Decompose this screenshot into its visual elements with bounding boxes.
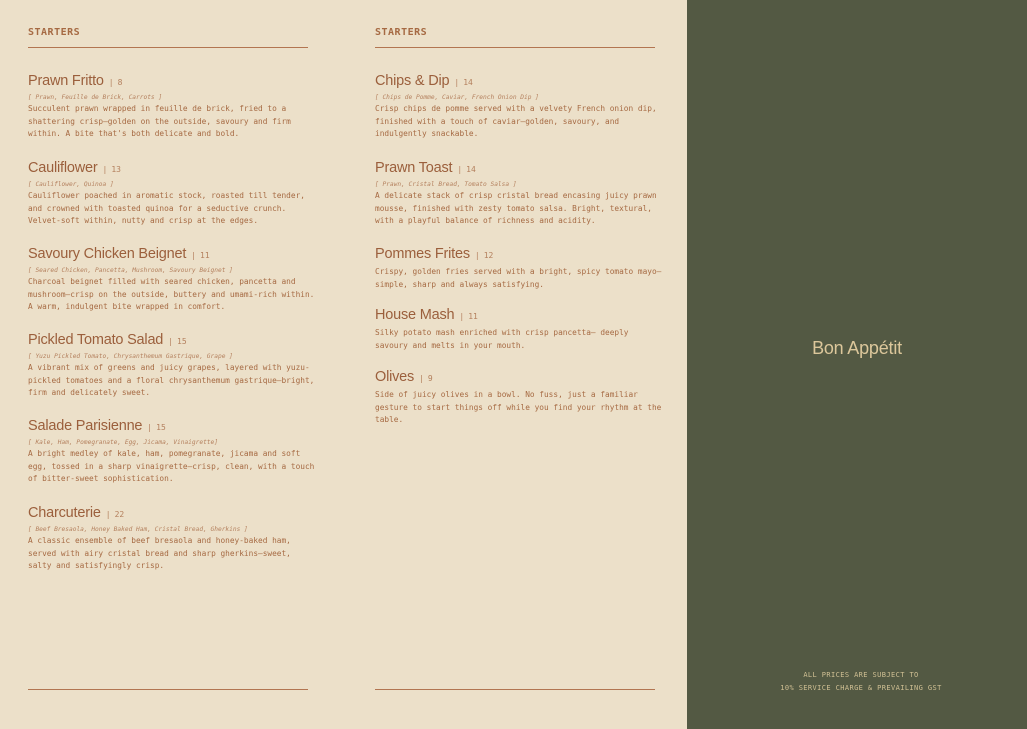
menu-item-name: Prawn Toast (375, 160, 453, 176)
menu-item-ingredients: [ Chips de Pomme, Caviar, French Onion Dip ] (375, 94, 539, 101)
menu-item-price: 22 (114, 510, 125, 519)
menu-item-description: A delicate stack of crisp cristal bread encasing juicy prawn mousse, finished with zesty tomato salsa. Bright, textural, with a playful balance of richness and acidity. (375, 191, 657, 226)
menu-item (375, 306, 665, 352)
price-separator: | (191, 251, 197, 260)
menu-item-header (28, 417, 318, 437)
menu-item-description: A vibrant mix of greens and juicy grapes, layered with yuzu-pickled tomatoes and a floral chrysanthemum gastrique—bright, firm and delicately sweet. (28, 363, 315, 398)
menu-item (375, 159, 665, 228)
menu-item-header (28, 245, 318, 265)
menu-item-name: Pommes Frites (375, 246, 470, 262)
menu-item-price: 11 (200, 251, 210, 260)
menu-item-ingredients: [ Prawn, Cristal Bread, Tomato Salsa ] (375, 181, 517, 188)
menu-item-header (28, 159, 318, 179)
menu-item-header (375, 368, 665, 388)
menu-item-header (375, 72, 665, 92)
price-separator: | (457, 165, 463, 174)
price-separator: | (454, 78, 460, 87)
price-separator: | (102, 165, 108, 174)
menu-item-header (375, 306, 665, 326)
menu-item-ingredients: [ Kale, Ham, Pomegranate, Egg, Jicama, Vinaigrette] (28, 439, 218, 446)
menu-item-price: 11 (468, 312, 478, 321)
menu-item-name: Prawn Fritto (28, 73, 104, 89)
menu-item (375, 368, 665, 427)
menu-item-description: Charcoal beignet filled with seared chicken, pancetta and mushroom—crisp on the outside, buttery and umami-rich within. A warm, indulgent bite wrapped in comfort. (28, 277, 315, 312)
menu-column-left (28, 0, 315, 729)
menu-item-header (28, 72, 318, 92)
menu-item-header (375, 159, 665, 179)
price-separator: | (105, 510, 111, 519)
price-separator: | (147, 423, 153, 432)
menu-item-header (375, 245, 665, 265)
menu-item (375, 72, 665, 141)
menu-item-header (28, 504, 318, 524)
divider (28, 47, 308, 48)
menu-item-description: Crisp chips de pomme served with a velvety French onion dip, finished with a touch of caviar—golden, savoury, and indulgently snackable. (375, 104, 657, 139)
bon-appetit-heading: Bon Appétit (812, 338, 902, 358)
menu-item-description: Cauliflower poached in aromatic stock, roasted till tender, and crowned with toasted quinoa for a seductive crunch. Velvet-soft within, nutty and crisp at the edges. (28, 191, 305, 226)
menu-item-header (28, 331, 318, 351)
menu-item (28, 417, 318, 486)
closing-panel (687, 0, 1027, 729)
price-separator: | (419, 374, 424, 383)
menu-item-price: 13 (111, 165, 121, 174)
divider (28, 689, 308, 690)
menu-item-name: Salade Parisienne (28, 418, 143, 434)
section-title: STARTERS (28, 27, 81, 38)
price-separator: | (108, 78, 114, 87)
menu-item (28, 72, 318, 141)
menu-item-price: 9 (427, 374, 433, 383)
menu-item (28, 504, 318, 573)
menu-item-description: A classic ensemble of beef bresaola and honey-baked ham, served with airy cristal bread and sharp gherkins—sweet, salty and satisfyingly crisp. (28, 536, 291, 571)
menu-item-price: 15 (177, 337, 187, 346)
menu-item-name: Pickled Tomato Salad (28, 332, 164, 348)
menu-column-middle (375, 0, 662, 729)
menu-item-ingredients: [ Beef Bresaola, Honey Baked Ham, Cristal Bread, Gherkins ] (28, 526, 248, 533)
menu-item-description: Succulent prawn wrapped in feuille de brick, fried to a shattering crisp—golden on the outside, savoury and firm within. A bite that's both delicate and bold. (28, 104, 291, 139)
divider (375, 47, 655, 48)
menu-item-ingredients: [ Seared Chicken, Pancetta, Mushroom, Savoury Beignet ] (28, 267, 233, 274)
footnote-line: 10% SERVICE CHARGE & PREVAILING GST (780, 684, 942, 692)
menu-item-ingredients: [ Yuzu Pickled Tomato, Chrysanthemum Gastrique, Grape ] (28, 353, 233, 360)
footnote-line: ALL PRICES ARE SUBJECT TO (803, 671, 919, 679)
menu-item-name: Charcuterie (28, 505, 101, 521)
menu-item-price: 14 (466, 165, 476, 174)
menu-item-ingredients: [ Prawn, Feuille de Brick, Carrots ] (28, 94, 163, 101)
price-separator: | (459, 312, 465, 321)
menu-item-name: House Mash (375, 307, 455, 323)
price-separator: | (168, 337, 174, 346)
menu-item-name: Savoury Chicken Beignet (28, 246, 187, 262)
menu-item-description: Side of juicy olives in a bowl. No fuss, just a familiar gesture to start things off while you find your rhythm at the table. (375, 390, 662, 425)
menu-item-name: Chips & Dip (375, 73, 450, 89)
price-separator: | (474, 251, 480, 260)
menu-item-description: A bright medley of kale, ham, pomegranate, jicama and soft egg, tossed in a sharp vinaigrette—crisp, clean, with a touch of bitter-sweet sophistication. (28, 449, 315, 484)
menu-item (375, 245, 665, 291)
menu-item-description: Silky potato mash enriched with crisp pancetta— deeply savoury and melts in your mouth. (375, 328, 629, 350)
menu-item-name: Olives (375, 369, 415, 385)
divider (375, 689, 655, 690)
menu-item (28, 331, 318, 400)
menu-item-price: 14 (463, 78, 473, 87)
menu-item-price: 12 (483, 251, 494, 260)
menu-item-name: Cauliflower (28, 160, 98, 176)
menu-item (28, 245, 318, 314)
menu-item-price: 15 (156, 423, 166, 432)
section-title: STARTERS (375, 27, 428, 38)
service-charge-note (687, 669, 1027, 695)
menu-item-description: Crispy, golden fries served with a bright, spicy tomato mayo—simple, sharp and always satisfying. (375, 267, 662, 289)
menu-item (28, 159, 318, 228)
menu-item-price: 8 (117, 78, 123, 87)
menu-item-ingredients: [ Cauliflower, Quinoa ] (28, 181, 114, 188)
